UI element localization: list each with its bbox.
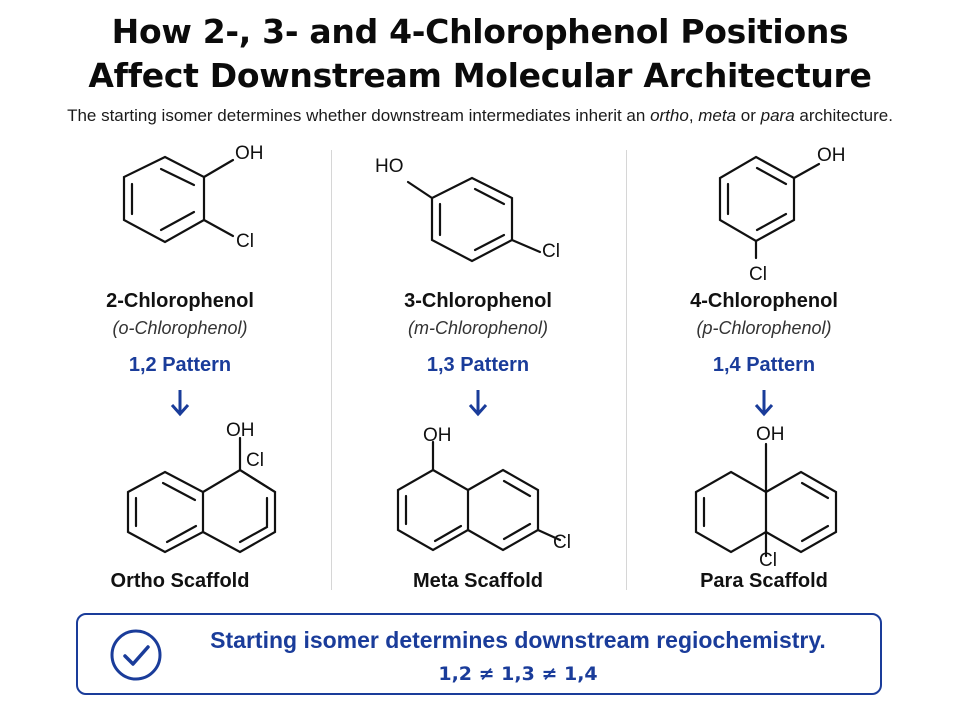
ortho-scaffold-oh-label: OH (226, 420, 255, 441)
summary-box (76, 613, 882, 695)
subtitle-meta: meta (698, 106, 737, 125)
isomer-name: 4-Chlorophenol (690, 290, 838, 312)
meta-cl-bond (512, 240, 540, 252)
scaffold-name: Ortho Scaffold (110, 570, 250, 592)
subtitle-ortho: ortho (650, 106, 689, 125)
title-line-2: Affect Downstream Molecular Architecture (88, 56, 872, 95)
isomer-name: 3-Chlorophenol (404, 290, 552, 312)
meta-cl-label: Cl (542, 241, 560, 262)
down-arrow-icon (168, 386, 192, 420)
down-arrow-icon (466, 386, 490, 420)
ortho-oh-label: OH (235, 143, 264, 164)
summary-equation: 1,2 ≠ 1,3 ≠ 1,4 (438, 663, 598, 685)
meta-scaffold-cl-label: Cl (553, 532, 571, 553)
para-scaffold-cl-label: Cl (759, 550, 777, 571)
isomer-column-ortho (30, 140, 330, 600)
subtitle-sep-2: or (736, 106, 761, 125)
substitution-pattern: 1,2 Pattern (128, 354, 232, 376)
isomer-column-meta (328, 140, 628, 600)
subtitle (0, 106, 960, 126)
ortho-oh-bond (204, 160, 233, 177)
isomer-alt-name: (o-Chlorophenol) (112, 318, 248, 338)
para-cl-label: Cl (749, 264, 767, 285)
ortho-scaffold-cl-label: Cl (246, 450, 264, 471)
para-oh-bond (794, 164, 819, 178)
subtitle-para: para (760, 106, 795, 125)
meta-naphthalene-left-ring (398, 470, 468, 550)
para-scaffold-oh-label: OH (756, 424, 785, 445)
subtitle-sep-1: , (688, 106, 699, 125)
meta-ho-bond (408, 182, 432, 198)
page-title (0, 10, 960, 98)
meta-scaffold-oh-label: OH (423, 425, 452, 446)
subtitle-text-start: The starting isomer determines whether downstream intermediates inherit an (67, 106, 651, 125)
substitution-pattern: 1,3 Pattern (426, 354, 530, 376)
down-arrow-icon (752, 386, 776, 420)
para-benzene-ring (720, 157, 794, 241)
ortho-cl-label: Cl (236, 231, 254, 252)
title-line-1: How 2-, 3- and 4-Chlorophenol Positions (111, 12, 849, 51)
para-naphthalene-left-ring (696, 472, 766, 552)
para-oh-label: OH (817, 145, 846, 166)
isomer-column-para (614, 140, 914, 600)
summary-text: Starting isomer determines downstream regiochemistry. (210, 627, 826, 653)
meta-ho-label: HO (375, 156, 404, 177)
scaffold-name: Para Scaffold (700, 570, 828, 592)
isomer-alt-name: (m-Chlorophenol) (407, 318, 549, 338)
subtitle-text-end: architecture. (794, 106, 893, 125)
scaffold-name: Meta Scaffold (412, 570, 544, 592)
isomer-alt-name: (p-Chlorophenol) (696, 318, 832, 338)
meta-benzene-ring (432, 178, 512, 261)
isomer-name: 2-Chlorophenol (106, 290, 254, 312)
ortho-cl-bond (204, 220, 233, 236)
substitution-pattern: 1,4 Pattern (712, 354, 816, 376)
check-circle-icon (108, 627, 164, 683)
